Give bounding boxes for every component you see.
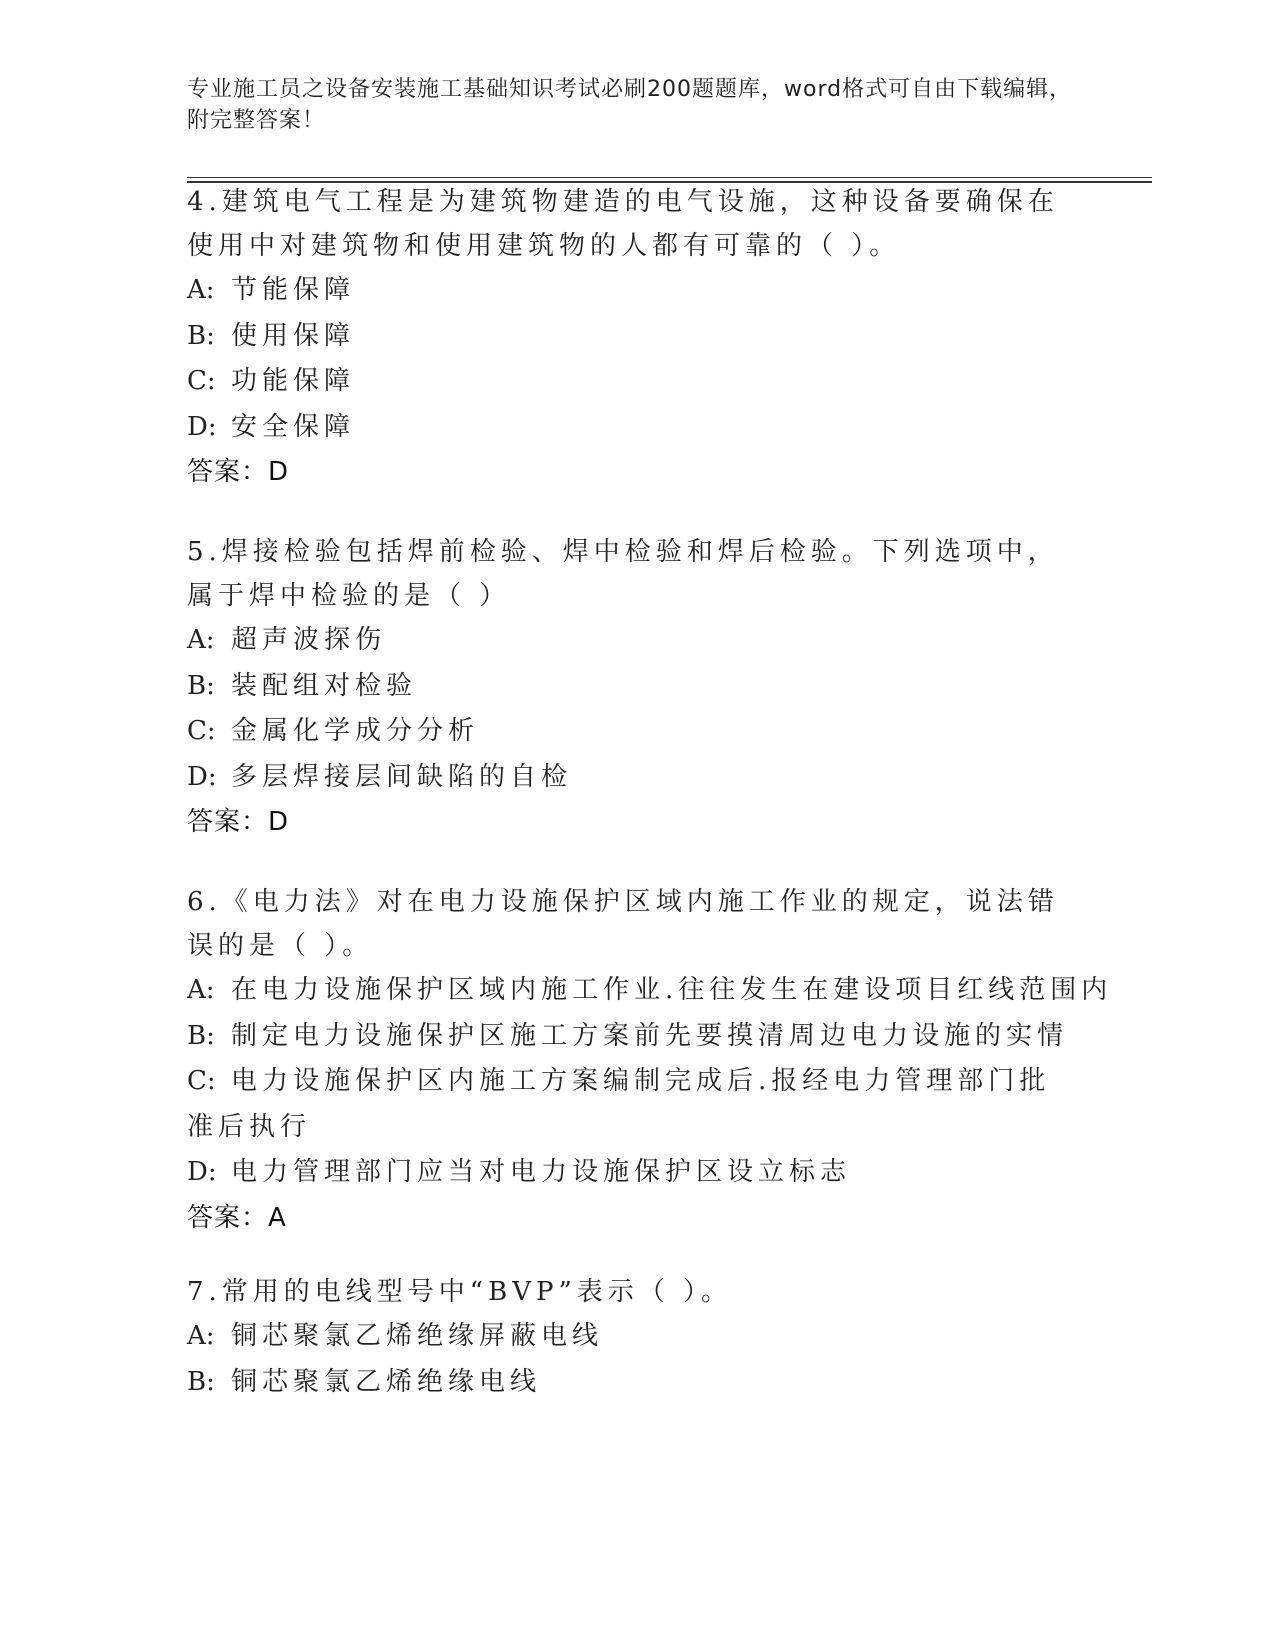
option-letter: B: bbox=[187, 1366, 215, 1397]
option-a bbox=[187, 1314, 1067, 1360]
option-b bbox=[187, 664, 1067, 710]
question-4 bbox=[187, 180, 1067, 495]
option-text: 装配组对检验 bbox=[231, 670, 418, 701]
option-letter: B: bbox=[187, 320, 215, 351]
option-b bbox=[187, 1014, 1067, 1060]
option-letter: A: bbox=[187, 1321, 215, 1351]
question-6 bbox=[187, 880, 1113, 1241]
option-text: 安全保障 bbox=[231, 411, 356, 442]
option-letter: C: bbox=[187, 716, 216, 746]
option-letter: C: bbox=[187, 1066, 216, 1096]
question-stem: 6.《电力法》对在电力设施保护区域内施工作业的规定，说法错误的是（ ）。 bbox=[187, 887, 1059, 961]
option-letter: D: bbox=[187, 1157, 217, 1187]
option-text: 功能保障 bbox=[231, 366, 356, 396]
answer-line: 答案：A bbox=[187, 1202, 287, 1233]
question-stem: 5.焊接检验包括焊前检验、焊中检验和焊后检验。下列选项中，属于焊中检验的是（ ） bbox=[187, 537, 1059, 611]
header-divider bbox=[187, 177, 1152, 178]
option-text: 超声波探伤 bbox=[231, 625, 387, 655]
option-letter: B: bbox=[187, 670, 215, 701]
option-d bbox=[187, 405, 1067, 451]
question-stem: 4.建筑电气工程是为建筑物建造的电气设施，这种设备要确保在使用中对建筑物和使用建筑物的人都有可靠的（ ）。 bbox=[187, 187, 1059, 261]
option-letter: A: bbox=[187, 625, 215, 655]
answer-line: 答案：D bbox=[187, 807, 290, 837]
option-letter: A: bbox=[187, 975, 215, 1005]
option-text: 电力设施保护区内施工方案编制完成后.报经电力管理部门批准后执行 bbox=[187, 1066, 1051, 1142]
option-text: 节能保障 bbox=[231, 275, 356, 305]
question-7 bbox=[187, 1270, 1067, 1405]
option-c bbox=[187, 359, 1067, 405]
option-letter: A: bbox=[187, 275, 215, 305]
option-letter: D: bbox=[187, 761, 217, 792]
option-a bbox=[187, 618, 1067, 664]
option-b bbox=[187, 1360, 1067, 1406]
option-a bbox=[187, 268, 1067, 314]
option-d bbox=[187, 1150, 1067, 1196]
option-a bbox=[187, 968, 1113, 1014]
option-text: 制定电力设施保护区施工方案前先要摸清周边电力设施的实情 bbox=[231, 1020, 1069, 1051]
option-c bbox=[187, 1059, 1067, 1150]
option-letter: C: bbox=[187, 366, 216, 396]
option-c bbox=[187, 709, 1067, 755]
option-text: 金属化学成分分析 bbox=[231, 716, 480, 746]
answer-line: 答案：D bbox=[187, 457, 290, 487]
option-text: 铜芯聚氯乙烯绝缘电线 bbox=[231, 1366, 542, 1397]
question-5 bbox=[187, 530, 1067, 845]
option-d bbox=[187, 755, 1067, 801]
option-text: 电力管理部门应当对电力设施保护区设立标志 bbox=[231, 1157, 852, 1187]
option-letter: B: bbox=[187, 1020, 215, 1051]
option-text: 铜芯聚氯乙烯绝缘屏蔽电线 bbox=[231, 1321, 604, 1351]
option-text: 多层焊接层间缺陷的自检 bbox=[231, 761, 573, 792]
document-header: 专业施工员之设备安装施工基础知识考试必刷200题题库，word格式可自由下载编辑，附完整答案！ bbox=[187, 77, 1073, 133]
option-text: 使用保障 bbox=[231, 320, 356, 351]
question-stem: 7.常用的电线型号中“BVP”表示（ ）。 bbox=[187, 1277, 733, 1307]
option-letter: D: bbox=[187, 411, 217, 442]
option-b bbox=[187, 314, 1067, 360]
option-text: 在电力设施保护区域内施工作业.往往发生在建设项目红线范围内 bbox=[231, 975, 1113, 1005]
